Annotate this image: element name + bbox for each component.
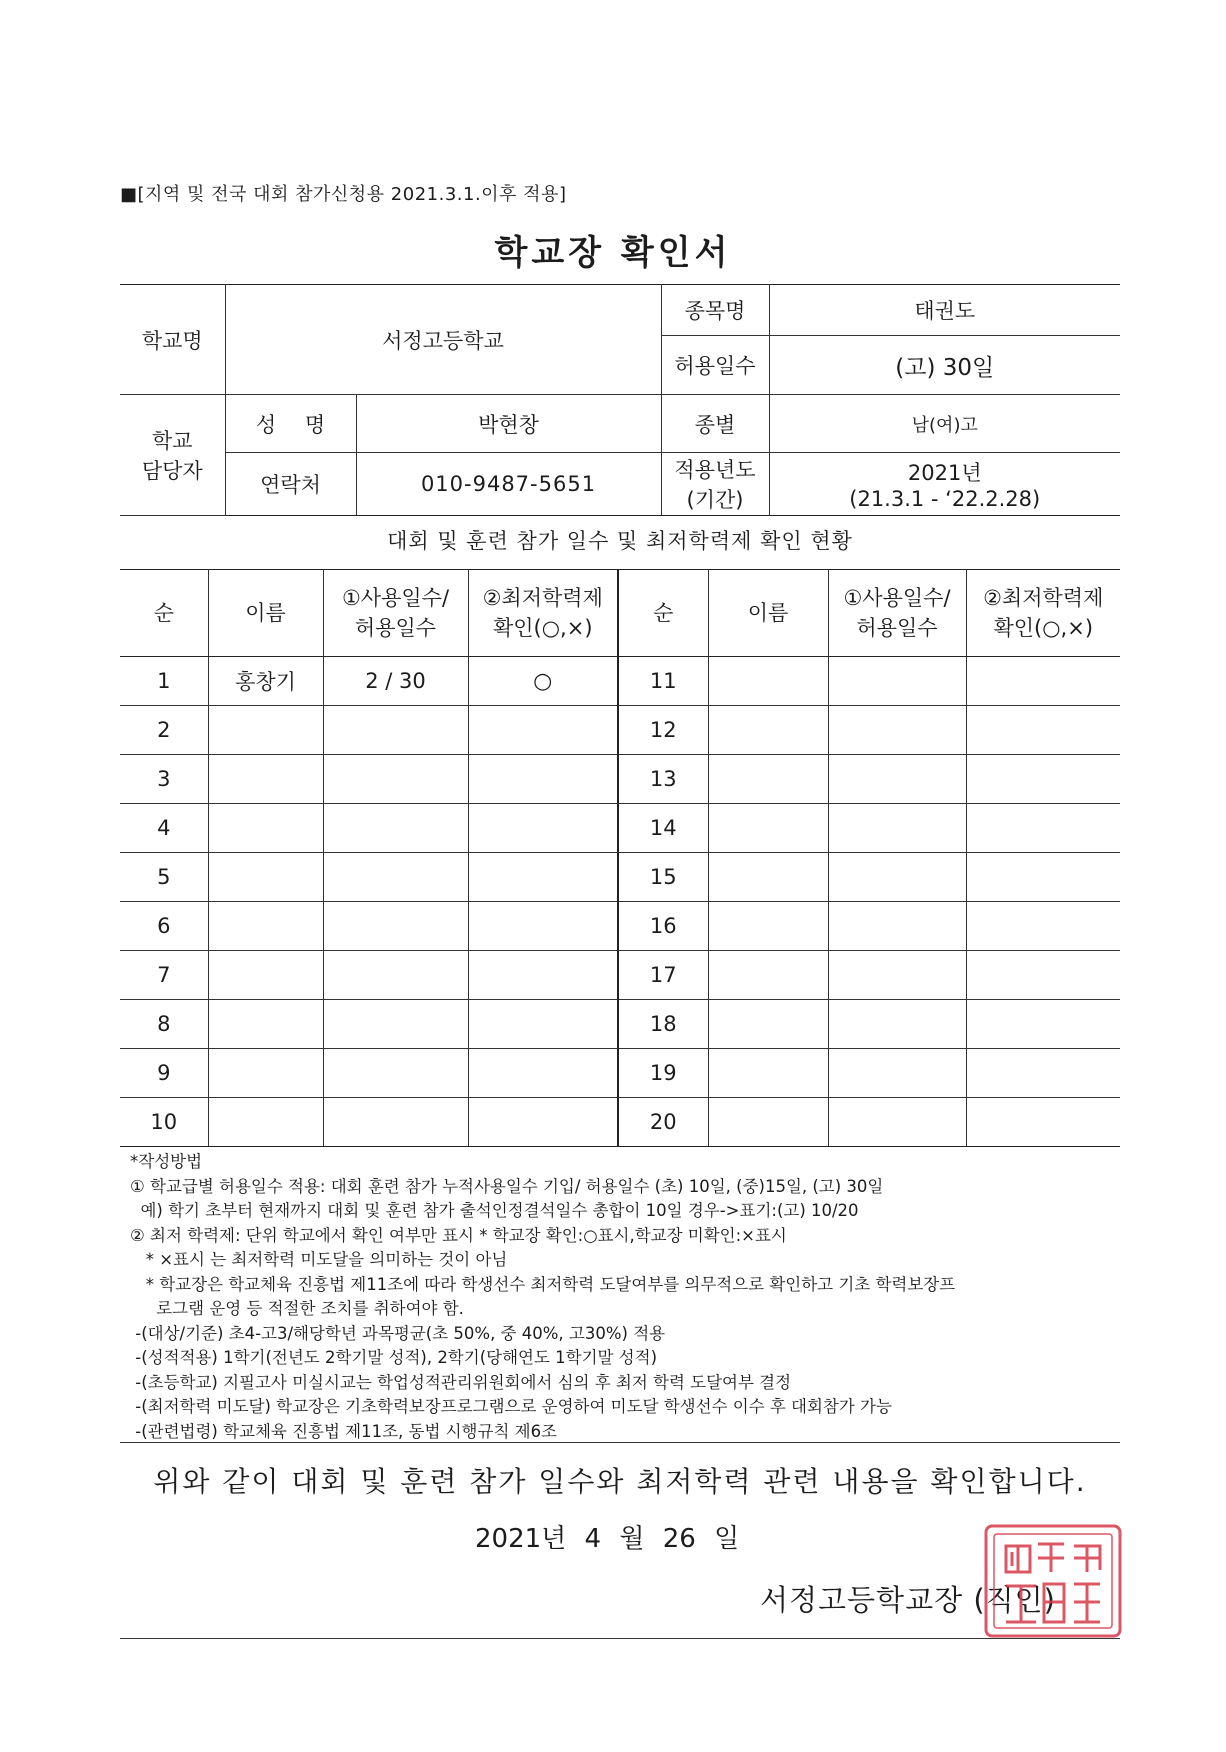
header-check: [468, 570, 618, 657]
table-row: [120, 902, 1120, 951]
used-days: [323, 804, 468, 853]
confirmation-statement: 위와 같이 대회 및 훈련 참가 일수와 최저학력 관련 내용을 확인합니다.: [153, 1465, 1087, 1498]
year-value: [769, 453, 1120, 516]
athlete-name: [208, 804, 323, 853]
instruction-line: 예) 학기 초부터 현재까지 대회 및 훈련 참가 출석인정결석일수 총합이 10일 경우->표기:(고) 10/20: [130, 1201, 859, 1220]
used-days-right: [828, 1049, 966, 1098]
min-academic-check-right: [966, 755, 1120, 804]
manager-label-line1: 학교: [151, 429, 193, 453]
instruction-line: * 학교장은 학교체육 진흥법 제11조에 따라 학생선수 최저학력 도달여부를 의무적으로 확인하고 기초 학력보장프: [130, 1274, 956, 1294]
used-days: [323, 755, 468, 804]
min-academic-check: [468, 1098, 618, 1147]
row-number-right: 13: [618, 755, 708, 804]
table-row: [120, 804, 1120, 853]
used-days: [323, 853, 468, 902]
used-days: [323, 902, 468, 951]
row-number: 8: [120, 1000, 208, 1049]
row-number-right: 12: [618, 706, 708, 755]
row-number-right: 18: [618, 1000, 708, 1049]
athlete-name: [208, 951, 323, 1000]
official-seal-icon: [982, 1522, 1124, 1640]
form-type-note: ■[지역 및 전국 대회 참가신청용 2021.3.1.이후 적용]: [120, 184, 567, 205]
header-check-line1: ②최저학력제: [482, 586, 603, 610]
year-label-line2: (기간): [686, 488, 744, 512]
header-check-right-line2: 확인(○,×): [993, 616, 1094, 640]
school-label: 학교명: [120, 285, 225, 395]
min-academic-check: ○: [468, 657, 618, 706]
min-academic-check-right: [966, 804, 1120, 853]
allowed-days-value: (고) 30일: [769, 336, 1120, 395]
type-value: 남(여)고: [769, 395, 1120, 453]
instruction-line: ① 학교급별 허용일수 적용: 대회 훈련 참가 누적사용일수 기입/ 허용일수 (초) 10일, (중)15일, (고) 30일: [130, 1176, 884, 1196]
header-days-right-line1: ①사용일수/: [843, 586, 951, 610]
year-label: [661, 453, 769, 516]
instruction-line: -(최저학력 미도달) 학교장은 기초학력보장프로그램으로 운영하여 미도달 학생선수 이수 후 대회참가 가능: [130, 1397, 892, 1416]
header-check-line2: 확인(○,×): [492, 616, 593, 640]
min-academic-check-right: [966, 1049, 1120, 1098]
row-number: 5: [120, 853, 208, 902]
athlete-name-right: [708, 755, 828, 804]
used-days-right: [828, 804, 966, 853]
used-days: [323, 1098, 468, 1147]
athlete-name: [208, 1098, 323, 1147]
min-academic-check: [468, 804, 618, 853]
allowed-days-label: 허용일수: [661, 336, 769, 395]
athlete-name: [208, 1000, 323, 1049]
document-title: 학교장 확인서: [494, 233, 732, 273]
contact-label: 연락처: [225, 453, 356, 516]
info-table: [120, 284, 1120, 516]
min-academic-check-right: [966, 902, 1120, 951]
table-row: [120, 706, 1120, 755]
table-body: [120, 657, 1120, 1147]
min-academic-check-right: [966, 706, 1120, 755]
header-name-right: 이름: [708, 570, 828, 657]
table-row: [120, 1049, 1120, 1098]
athlete-name-right: [708, 1000, 828, 1049]
row-number: 4: [120, 804, 208, 853]
min-academic-check: [468, 706, 618, 755]
athlete-name: [208, 755, 323, 804]
row-number-right: 20: [618, 1098, 708, 1147]
min-academic-check: [468, 755, 618, 804]
min-academic-check: [468, 853, 618, 902]
row-number: 3: [120, 755, 208, 804]
instruction-line: ② 최저 학력제: 단위 학교에서 확인 여부만 표시 * 학교장 확인:○표시,학교장 미확인:×표시: [130, 1225, 787, 1245]
athlete-name-right: [708, 657, 828, 706]
signer-name: 서정고등학교장 (직인): [760, 1583, 1056, 1617]
document-date: 2021년 4 월 26 일: [475, 1524, 740, 1554]
min-academic-check-right: [966, 951, 1120, 1000]
row-number: 9: [120, 1049, 208, 1098]
school-value: 서정고등학교: [225, 285, 661, 395]
header-no-right: 순: [618, 570, 708, 657]
table-header-row: [120, 570, 1120, 657]
used-days-right: [828, 902, 966, 951]
header-days-line2: 허용일수: [354, 616, 437, 640]
used-days: [323, 706, 468, 755]
header-name: 이름: [208, 570, 323, 657]
used-days-right: [828, 1098, 966, 1147]
used-days-right: [828, 1000, 966, 1049]
instructions: [130, 1150, 1130, 1444]
manager-label-line2: 담당자: [141, 459, 203, 483]
min-academic-check-right: [966, 853, 1120, 902]
athlete-name: [208, 853, 323, 902]
min-academic-check: [468, 951, 618, 1000]
header-days-right: [828, 570, 966, 657]
athlete-name-right: [708, 951, 828, 1000]
header-days-right-line2: 허용일수: [856, 616, 938, 640]
row-number: 7: [120, 951, 208, 1000]
min-academic-check: [468, 902, 618, 951]
min-academic-check: [468, 1049, 618, 1098]
instruction-line: -(대상/기준) 초4-고3/해당학년 과목평균(초 50%, 중 40%, 고30%) 적용: [130, 1323, 666, 1343]
min-academic-check: [468, 1000, 618, 1049]
instruction-line: * ×표시 는 최저학력 미도달을 의미하는 것이 아님: [130, 1250, 508, 1269]
divider-line: [120, 1442, 1120, 1443]
athlete-name: [208, 706, 323, 755]
name-value: 박현창: [356, 395, 661, 453]
header-no: 순: [120, 570, 208, 657]
type-label: 종별: [661, 395, 769, 453]
row-number: 2: [120, 706, 208, 755]
used-days-right: [828, 706, 966, 755]
used-days: [323, 951, 468, 1000]
used-days: [323, 1000, 468, 1049]
athlete-name-right: [708, 1098, 828, 1147]
header-check-right: [966, 570, 1120, 657]
sport-value: 태권도: [769, 285, 1120, 336]
header-check-right-line1: ②최저학력제: [983, 586, 1104, 610]
row-number-right: 14: [618, 804, 708, 853]
year-label-line1: 적용년도: [674, 458, 756, 482]
header-days: [323, 570, 468, 657]
table-row: [120, 1098, 1120, 1147]
instruction-line: -(성적적용) 1학기(전년도 2학기말 성적), 2학기(당해연도 1학기말 성적): [130, 1348, 658, 1367]
table-row: [120, 657, 1120, 706]
instruction-line: 로그램 운영 등 적절한 조치를 취하여야 함.: [130, 1299, 464, 1318]
sport-label: 종목명: [661, 285, 769, 336]
year-value-line2: (21.3.1 - ‘22.2.28): [849, 487, 1041, 511]
table-row: [120, 853, 1120, 902]
athlete-name-right: [708, 706, 828, 755]
row-number-right: 15: [618, 853, 708, 902]
athlete-name-right: [708, 853, 828, 902]
athlete-name-right: [708, 1049, 828, 1098]
used-days: 2 / 30: [323, 657, 468, 706]
athlete-name-right: [708, 902, 828, 951]
row-number: 1: [120, 657, 208, 706]
instruction-line: *작성방법: [130, 1152, 203, 1171]
header-days-line1: ①사용일수/: [341, 586, 450, 610]
used-days: [323, 1049, 468, 1098]
row-number-right: 16: [618, 902, 708, 951]
instruction-line: -(관련법령) 학교체육 진흥법 제11조, 동법 시행규칙 제6조: [130, 1421, 557, 1441]
used-days-right: [828, 951, 966, 1000]
min-academic-check-right: [966, 657, 1120, 706]
athlete-name-right: [708, 804, 828, 853]
athlete-name: 홍창기: [208, 657, 323, 706]
name-label: 성 명: [225, 395, 356, 453]
contact-value: 010-9487-5651: [356, 453, 661, 516]
table-row: [120, 1000, 1120, 1049]
bottom-divider-line: [120, 1638, 1120, 1639]
athlete-name: [208, 902, 323, 951]
manager-label: [120, 395, 225, 516]
min-academic-check-right: [966, 1000, 1120, 1049]
athlete-name: [208, 1049, 323, 1098]
instruction-line: -(초등학교) 지필고사 미실시교는 학업성적관리위원회에서 심의 후 최저 학력 도달여부 결정: [130, 1372, 792, 1392]
table-row: [120, 755, 1120, 804]
used-days-right: [828, 755, 966, 804]
row-number: 6: [120, 902, 208, 951]
row-number: 10: [120, 1098, 208, 1147]
row-number-right: 19: [618, 1049, 708, 1098]
used-days-right: [828, 853, 966, 902]
participation-table: [120, 569, 1120, 1147]
table-subheading: 대회 및 훈련 참가 일수 및 최저학력제 확인 현황: [387, 529, 853, 553]
table-row: [120, 951, 1120, 1000]
row-number-right: 17: [618, 951, 708, 1000]
year-value-line1: 2021년: [907, 461, 982, 485]
row-number-right: 11: [618, 657, 708, 706]
used-days-right: [828, 657, 966, 706]
min-academic-check-right: [966, 1098, 1120, 1147]
